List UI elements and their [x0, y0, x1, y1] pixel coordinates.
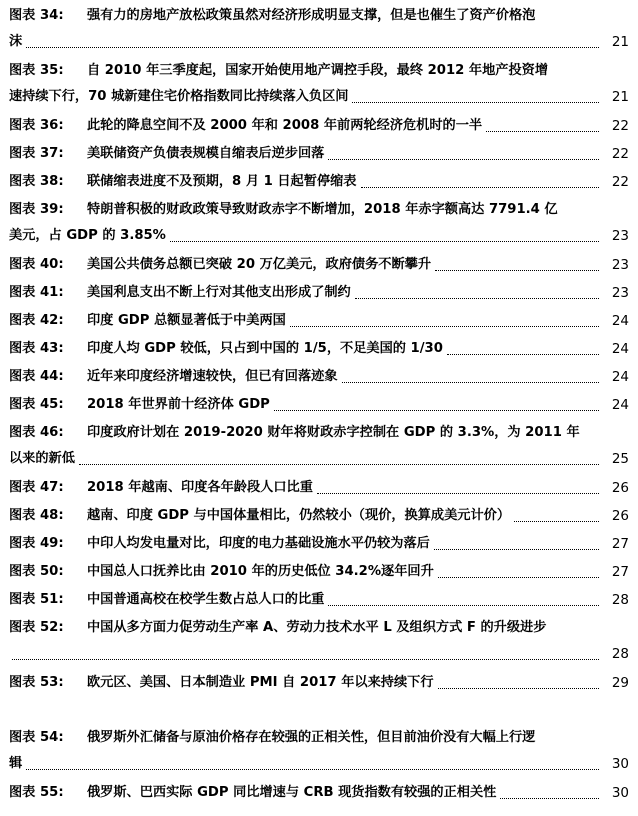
dot-leader	[447, 354, 599, 355]
toc-entry-title: 印度政府计划在 2019-2020 财年将财政赤字控制在 GDP 的 3.3%，为 2011 年	[87, 425, 580, 440]
dot-leader	[435, 270, 599, 271]
toc-entry-title: 欧元区、美国、日本制造业 PMI 自 2017 年以来持续下行	[87, 675, 434, 690]
toc-entry-page-number: 30	[611, 785, 629, 801]
toc-entry-title: 联储缩表进度不及预期，8 月 1 日起暂停缩表	[87, 174, 357, 189]
toc-entry-title: 速持续下行，70 城新建住宅价格指数同比持续落入负区间	[9, 89, 349, 104]
toc-entry-title: 近年来印度经济增速较快，但已有回落迹象	[87, 369, 338, 384]
toc-entry-label: 图表 43:	[9, 341, 64, 356]
toc-entry[interactable]	[9, 780, 629, 806]
toc-entry-title: 印度人均 GDP 较低，只占到中国的 1/5，不足美国的 1/30	[87, 341, 443, 356]
toc-entry-title: 以来的新低	[9, 451, 75, 466]
toc-entry-title: 特朗普积极的财政政策导致财政赤字不断增加，2018 年赤字额高达 7791.4 亿	[87, 202, 558, 217]
toc-entry-label: 图表 44:	[9, 369, 64, 384]
toc-entry-label: 图表 51:	[9, 592, 64, 607]
toc-entry[interactable]	[9, 58, 629, 110]
toc-entry[interactable]	[9, 113, 629, 139]
toc-entry-page-number: 21	[611, 34, 629, 50]
dot-leader	[9, 659, 599, 660]
toc-entry-label: 图表 55:	[9, 785, 64, 800]
toc-entry[interactable]	[9, 169, 629, 195]
dot-leader	[438, 577, 599, 578]
dot-leader	[170, 241, 599, 242]
toc-entry-page-number: 23	[611, 257, 629, 273]
toc-entry-label: 图表 46:	[9, 425, 64, 440]
toc-entry-label: 图表 38:	[9, 174, 64, 189]
toc-entry[interactable]	[9, 725, 629, 777]
toc-entry-label: 图表 48:	[9, 508, 64, 523]
toc-entry-page-number: 23	[611, 228, 629, 244]
toc-entry[interactable]	[9, 280, 629, 306]
dot-leader	[274, 410, 599, 411]
toc-entry-title: 沫	[9, 34, 23, 49]
toc-entry-label: 图表 35:	[9, 63, 64, 78]
toc-entry[interactable]	[9, 670, 629, 696]
dot-leader	[500, 798, 599, 799]
toc-entry-page-number: 24	[611, 369, 629, 385]
toc-entry-label: 图表 39:	[9, 202, 64, 217]
toc-entry-label: 图表 50:	[9, 564, 64, 579]
toc-entry[interactable]	[9, 392, 629, 418]
toc-entry-page-number: 30	[611, 756, 629, 772]
toc-entry-title: 中国总人口抚养比由 2010 年的历史低位 34.2%逐年回升	[87, 564, 434, 579]
toc-entry-label: 图表 36:	[9, 118, 64, 133]
toc-entry-label: 图表 47:	[9, 480, 64, 495]
dot-leader	[352, 102, 599, 103]
toc-entry[interactable]	[9, 531, 629, 557]
dot-leader	[434, 549, 599, 550]
toc-entry-page-number: 28	[611, 646, 629, 662]
dot-leader	[317, 493, 599, 494]
toc-entry-title: 美国利息支出不断上行对其他支出形成了制约	[87, 285, 351, 300]
toc-entry-page-number: 22	[611, 174, 629, 190]
dot-leader	[438, 688, 599, 689]
toc-entry-label: 图表 54:	[9, 730, 64, 745]
dot-leader	[342, 382, 599, 383]
toc-entry-page-number: 26	[611, 480, 629, 496]
toc-entry-page-number: 27	[611, 564, 629, 580]
toc-entry-page-number: 26	[611, 508, 629, 524]
dot-leader	[486, 131, 599, 132]
toc-entry-page-number: 24	[611, 313, 629, 329]
toc-entry-title: 俄罗斯、巴西实际 GDP 同比增速与 CRB 现货指数有较强的正相关性	[87, 785, 497, 800]
toc-entry-title: 俄罗斯外汇储备与原油价格存在较强的正相关性，但目前油价没有大幅上行逻	[87, 730, 536, 745]
toc-entry[interactable]	[9, 587, 629, 613]
toc-entry[interactable]	[9, 364, 629, 390]
toc-entry[interactable]	[9, 252, 629, 278]
dot-leader	[79, 464, 599, 465]
toc-entry-label: 图表 41:	[9, 285, 64, 300]
toc-entry-title: 美国公共债务总额已突破 20 万亿美元，政府债务不断攀升	[87, 257, 432, 272]
dot-leader	[355, 298, 599, 299]
toc-entry-title: 印度 GDP 总额显著低于中美两国	[87, 313, 286, 328]
dot-leader	[328, 605, 599, 606]
toc-entry-title: 自 2010 年三季度起，国家开始使用地产调控手段，最终 2012 年地产投资增	[87, 63, 549, 78]
toc-entry-title: 越南、印度 GDP 与中国体量相比，仍然较小（现价，换算成美元计价）	[87, 508, 511, 523]
toc-entry-page-number: 23	[611, 285, 629, 301]
toc-entry[interactable]	[9, 141, 629, 167]
dot-leader	[328, 159, 599, 160]
toc-entry-label: 图表 53:	[9, 675, 64, 690]
toc-entry-page-number: 24	[611, 397, 629, 413]
toc-entry-page-number: 24	[611, 341, 629, 357]
toc-entry[interactable]	[9, 308, 629, 334]
toc-entry-page-number: 25	[611, 451, 629, 467]
toc-entry-title: 美元，占 GDP 的 3.85%	[9, 228, 166, 243]
toc-entry-page-number: 27	[611, 536, 629, 552]
toc-entry[interactable]	[9, 336, 629, 362]
toc-entry-label: 图表 34:	[9, 8, 64, 23]
toc-entry[interactable]	[9, 3, 629, 55]
toc-entry-title: 2018 年越南、印度各年龄段人口比重	[87, 480, 313, 495]
toc-entry-page-number: 22	[611, 118, 629, 134]
toc-entry-title: 辑	[9, 756, 23, 771]
toc-entry-page-number: 22	[611, 146, 629, 162]
toc-entry-title: 中印人均发电量对比，印度的电力基础设施水平仍较为落后	[87, 536, 430, 551]
toc-entry-label: 图表 37:	[9, 146, 64, 161]
dot-leader	[290, 326, 599, 327]
toc-entry-title	[9, 646, 11, 661]
toc-entry[interactable]	[9, 420, 629, 472]
toc-entry[interactable]	[9, 197, 629, 249]
toc-entry-title: 此轮的降息空间不及 2000 年和 2008 年前两轮经济危机时的一半	[87, 118, 483, 133]
dot-leader	[26, 769, 599, 770]
toc-entry-title: 2018 年世界前十经济体 GDP	[87, 397, 270, 412]
toc-entry[interactable]	[9, 503, 629, 529]
toc-entry-title: 中国从多方面力促劳动生产率 A、劳动力技术水平 L 及组织方式 F 的升级进步	[87, 620, 547, 635]
toc-entry[interactable]	[9, 559, 629, 585]
dot-leader	[514, 521, 599, 522]
toc-entry-label: 图表 45:	[9, 397, 64, 412]
toc-entry-title: 中国普通高校在校学生数占总人口的比重	[87, 592, 325, 607]
toc-entry-label: 图表 49:	[9, 536, 64, 551]
dot-leader	[361, 187, 600, 188]
toc-entry-page-number: 28	[611, 592, 629, 608]
toc-entry-title: 强有力的房地产放松政策虽然对经济形成明显支撑，但是也催生了资产价格泡	[87, 8, 536, 23]
toc-entry[interactable]	[9, 615, 629, 667]
toc-entry-title: 美联储资产负债表规模自缩表后逆步回落	[87, 146, 325, 161]
toc-entry[interactable]	[9, 475, 629, 501]
toc-entry-label: 图表 52:	[9, 620, 64, 635]
dot-leader	[26, 47, 599, 48]
toc-entry-label: 图表 40:	[9, 257, 64, 272]
toc-entry-page-number: 21	[611, 89, 629, 105]
toc-entry-page-number: 29	[611, 675, 629, 691]
toc-entry-label: 图表 42:	[9, 313, 64, 328]
